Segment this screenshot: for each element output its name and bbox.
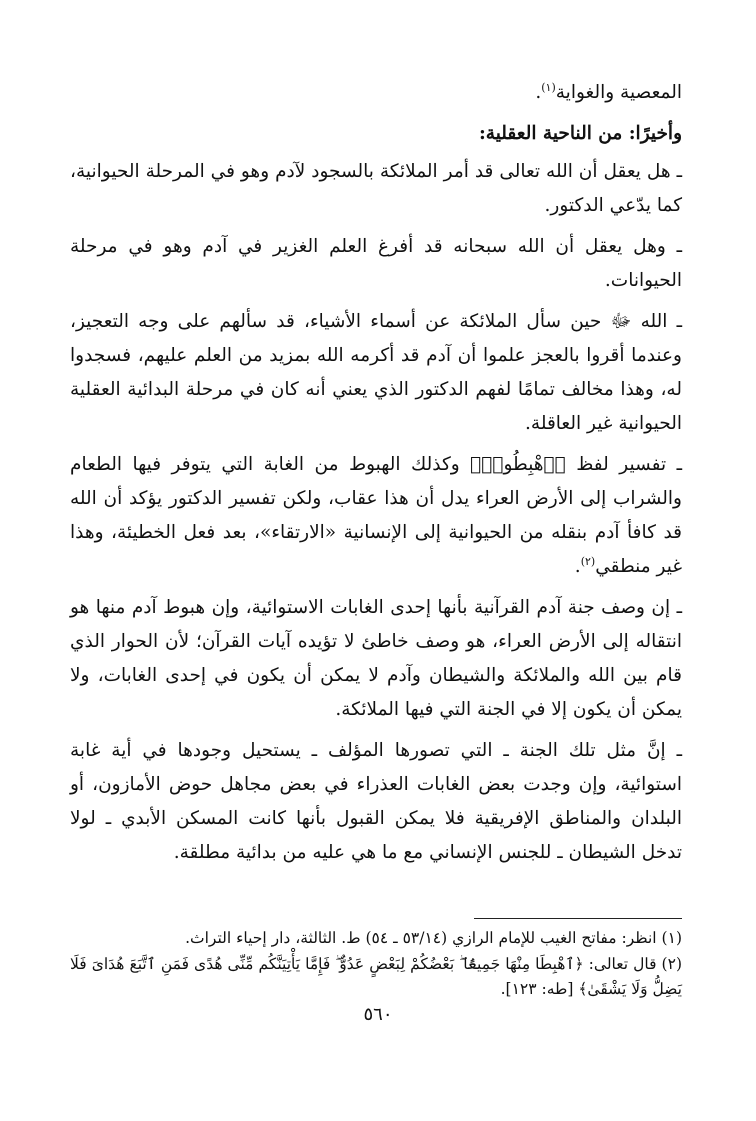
footnote-ref-1: (١)	[541, 80, 556, 94]
paragraph-2: ـ وهل يعقل أن الله سبحانه قد أفرغ العلم الغزير في آدم وهو في مرحلة الحيوانات.	[70, 236, 682, 291]
main-text	[70, 76, 682, 877]
page-number: ٥٦٠	[363, 1004, 393, 1025]
footnotes	[70, 926, 682, 1003]
footnote-number: (١)	[661, 929, 682, 947]
paragraph-tail: .	[574, 556, 581, 577]
footnote-ref-2: (٢)	[580, 554, 596, 568]
footnote-divider	[474, 918, 682, 919]
section-heading: وأخيرًا: من الناحية العقلية:	[478, 123, 682, 144]
paragraph-3: ـ الله ﷻ حين سأل الملائكة عن أسماء الأشياء، قد سألهم على وجه التعجيز، وعندما أقروا بالعجز علموا أن آدم قد أكرمه الله بمزيد من العلم عليهم، فسجدوا له، وهذا مخالف تمامًا لفهم الدكتور الذي يعني أنه كان في مرحلة البدائية العقلية الحيوانية غير العاقلة.	[70, 311, 682, 434]
paragraph-text: ـ تفسير لفظ ﴿ٱهْبِطُوا۟﴾ وكذلك الهبوط من الغابة التي يتوفر فيها الطعام والشراب إلى الأرض العراء يدل أن هذا عقاب، ولكن تفسير الدكتور يؤكد أن الله قد كافأ آدم بنقله من الحيوانية إلى الإنسانية «الارتقاء»، بعد فعل الخطيئة، وهذا غير منطقي	[70, 454, 682, 577]
footnote-1	[70, 926, 682, 951]
footnote-2	[70, 952, 682, 1002]
paragraph-4	[70, 448, 682, 584]
footnote-number: (٢)	[661, 955, 682, 973]
paragraph-5: ـ إن وصف جنة آدم القرآنية بأنها إحدى الغابات الاستوائية، وإن هبوط آدم منها هو انتقاله إلى الأرض العراء، هو وصف خاطئ لا تؤيده آيات القرآن؛ لأن الحوار الذي قام بين الله والملائكة والشيطان وآدم لا يمكن أن يكون في إحدى الغابات، ولا يمكن أن يكون إلا في الجنة التي فيها الملائكة.	[70, 597, 682, 720]
paragraph-1: ـ هل يعقل أن الله تعالى قد أمر الملائكة بالسجود لآدم وهو في المرحلة الحيوانية، كما يدّعي الدكتور.	[70, 161, 682, 216]
footnote-text: انظر: مفاتح الغيب للإمام الرازي (٥٣/١٤ ـ ٥٤) ط. الثالثة، دار إحياء التراث.	[185, 929, 657, 947]
paragraph-intro	[70, 76, 682, 110]
paragraph-6: ـ إنَّ مثل تلك الجنة ـ التي تصورها المؤلف ـ يستحيل وجودها في أية غابة استوائية، وإن وجدت بعض الغابات العذراء في بعض مجاهل حوض الأمازون، أو البلدان والمناطق الإفريقية فلا يمكن القبول بأنها كانت المسكن الأبدي ـ لولا تدخل الشيطان ـ للجنس الإنساني مع ما هي عليه من بدائية مطلقة.	[70, 740, 682, 863]
footnote-text: قال تعالى: ﴿ٱهْبِطَا مِنْهَا جَمِيعًۢا ۖ بَعْضُكُمْ لِبَعْضٍ عَدُوٌّ ۖ فَإِمَّا يَأْتِيَنَّكُم مِّنِّى هُدًى فَمَنِ ٱتَّبَعَ هُدَاىَ فَلَا يَضِلُّ وَلَا يَشْقَىٰ﴾ [طه: ١٢٣].	[70, 955, 682, 998]
paragraph-tail: .	[535, 82, 542, 103]
paragraph-text: المعصية والغواية	[555, 82, 682, 103]
